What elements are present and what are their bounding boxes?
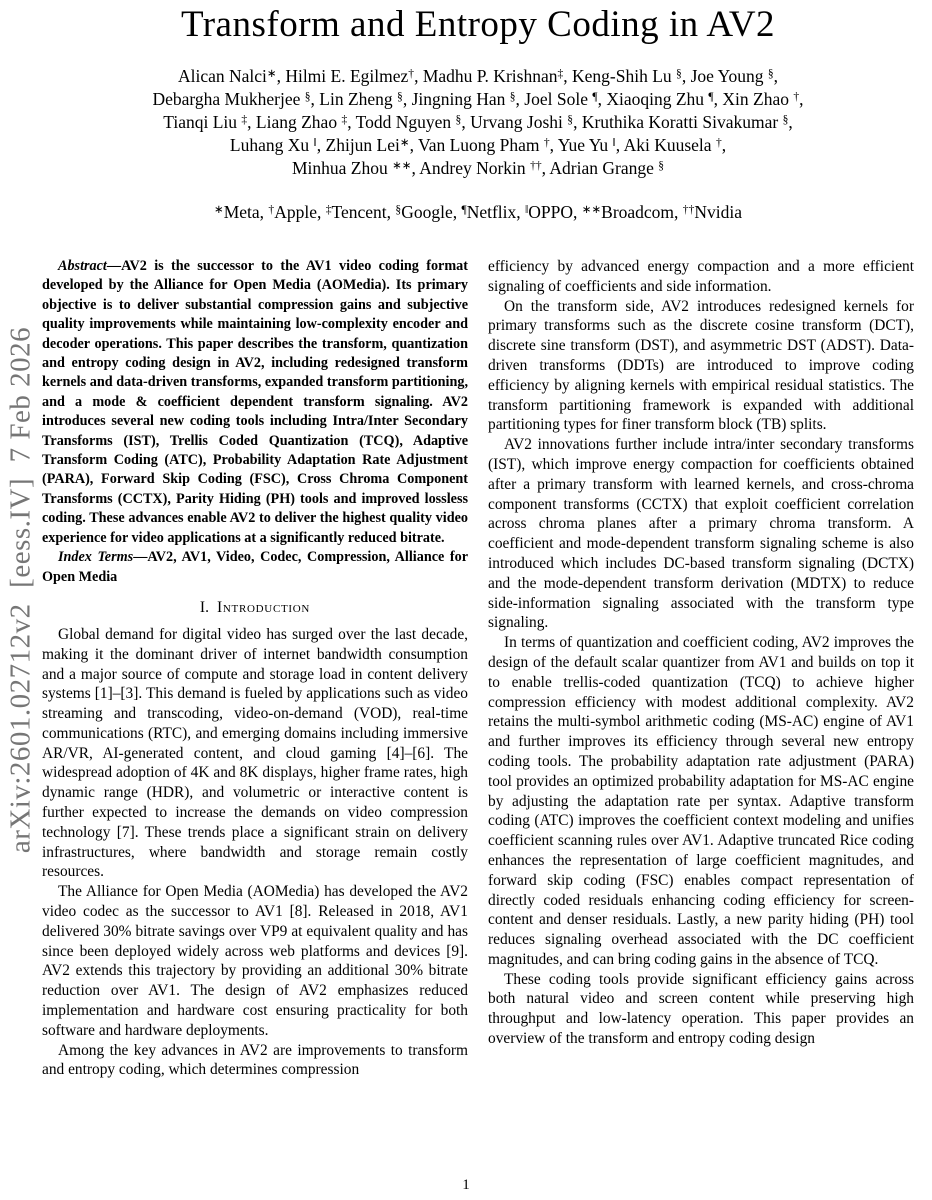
intro-paragraph-3: Among the key advances in AV2 are improvements to transform and entropy coding, which determines compression bbox=[42, 1041, 468, 1079]
author-line-2: Debargha Mukherjee §, Lin Zheng §, Jingning Han §, Joel Sole ¶, Xiaoqing Zhu ¶, Xin Zhao †, bbox=[152, 89, 804, 109]
paper-header bbox=[42, 0, 914, 223]
arxiv-watermark: arXiv:2601.02712v2 [eess.IV] 7 Feb 2026 bbox=[4, 326, 37, 854]
intro-paragraph-2: The Alliance for Open Media (AOMedia) has developed the AV2 video codec as the successor to AV1 [8]. Released in 2018, AV1 delivered 30% bitrate savings over VP9 at equivalent quality and has since been deployed widely across web platforms and devices [9]. AV2 extends this trajectory by providing an additional 30% bitrate reduction over AV1. The design of AV2 emphasizes reduced implementation and hardware cost ensuring practicality for both software and hardware deployments. bbox=[42, 883, 468, 1039]
right-column bbox=[488, 257, 914, 1080]
intro-paragraph-7: These coding tools provide significant efficiency gains across both natural video and screen content while preserving high throughput and low-latency operation. This paper provides an overview of the transform and entropy coding design bbox=[488, 970, 914, 1048]
section-heading-introduction bbox=[42, 599, 468, 617]
intro-paragraph-1: Global demand for digital video has surged over the last decade, making it the dominant driver of internet bandwidth consumption and a major source of compute and storage load in content delivery systems [1]–[3]. This demand is fueled by applications such as video streaming and transcoding, video-on-demand (VOD), real-time communications (RTC), and emerging domains including immersive AR/VR, AI-generated content, and cloud gaming [4]–[6]. The widespread adoption of 4K and 8K displays, higher frame rates, high dynamic range (HDR), and volumetric or interactive content is further expected to increase the demands on video compression technology [7]. These trends place a significant strain on delivery infrastructures, where bandwidth and storage remain costly resources. bbox=[42, 625, 468, 881]
intro-paragraph-5: AV2 innovations further include intra/inter secondary transforms (IST), which improve energy compaction for coefficients obtained after a primary transform with learned kernels, and cross-chroma component transforms (CCTX) that exploit coefficient correlation across chroma planes after a primary chroma transform. A coefficient and mode-dependent transform signaling scheme is also introduced which includes DC-based transform signaling (DCTX) and the mode-dependent transform derivation (MDTX) to reduce side-information signaling associated with the transform type signaling. bbox=[488, 436, 914, 632]
index-terms-text: —AV2, AV1, Video, Codec, Compression, Alliance for Open Media bbox=[42, 549, 468, 585]
two-column-body bbox=[42, 257, 914, 1080]
abstract-label: Abstract bbox=[58, 258, 107, 274]
author-line-4: Luhang Xu ‖, Zhijun Lei∗, Van Luong Pham †, Yue Yu ‖, Aki Kuusela †, bbox=[229, 135, 727, 155]
page-number: 1 bbox=[462, 1177, 470, 1193]
author-line-3: Tianqi Liu ‡, Liang Zhao ‡, Todd Nguyen §, Urvang Joshi §, Kruthika Koratti Sivakumar §, bbox=[163, 112, 793, 132]
index-terms-paragraph bbox=[42, 548, 468, 587]
section-title: Introduction bbox=[217, 598, 311, 616]
left-column bbox=[42, 257, 468, 1080]
intro-paragraph-3-continued: efficiency by advanced energy compaction and a more efficient signaling of coefficients and side information. bbox=[488, 258, 914, 295]
author-block bbox=[42, 65, 914, 180]
index-terms-label: Index Terms bbox=[58, 549, 134, 566]
abstract-paragraph bbox=[42, 257, 468, 548]
abstract-text: —AV2 is the successor to the AV1 video coding format developed by the Alliance for Open Media (AOMedia). Its primary objective is to deliver substantial compression gains and subjective quality improvements while maintaining low-complexity encoder and decoder operations. This paper describes the transform, quantization and entropy coding design in AV2, including redesigned transform kernels and data-driven transforms, expanded transform partitioning, and a mode & coefficient dependent transform signaling. AV2 introduces several new coding tools including Intra/Inter Secondary Transforms (IST), Trellis Coded Quantization (TCQ), Adaptive Transform Coding (ATC), Probability Adaptation Rate Adjustment (PARA), Forward Skip Coding (FSC), Cross Chroma Component Transforms (CCTX), Parity Hiding (PH) tools and improved lossless coding. These advances enable AV2 to deliver the highest quality video experience for video applications at a significantly reduced bitrate. bbox=[42, 258, 468, 546]
intro-paragraph-4: On the transform side, AV2 introduces redesigned kernels for primary transforms such as the discrete cosine transform (DCT), discrete sine transform (DST), and asymmetric DST (ADST). Data-driven transforms (DDTs) are introduced to improve coding efficiency by aligning kernels with empirical residual statistics. The transform partitioning framework is expanded with additional partitioning types for finer transform block (TB) splits. bbox=[488, 297, 914, 434]
intro-paragraph-6: In terms of quantization and coefficient coding, AV2 improves the design of the default scalar quantizer from AV1 and builds on top it to enable trellis-coded quantization (TCQ) to achieve higher compression efficiency with modest additional complexity. AV2 retains the multi-symbol arithmetic coding (MS-AC) engine of AV1 and further improves its efficiency through several new entropy coding tools. The probability adaptation rate adjustment (PARA) tool provides an optimized probability adaptation for MS-AC engine by adjusting the adaptation rate per syntax. Adaptive transform coding (ATC) improves the coefficient context modeling and unifies coefficient scanning rules over AV1. Adaptive truncated Rice coding enhances the representation of large coefficient magnitudes, and forward skip coding (FSC) enables compact representation of directly coded residuals enhancing coding efficiency for screen-content and denser residuals. Lastly, a new parity hiding (PH) tool reduces signaling overhead associated with the DC coefficient magnitudes, and can bring coding gains in the absence of TCQ. bbox=[488, 634, 914, 968]
author-line-1: Alican Nalci∗, Hilmi E. Egilmez†, Madhu P. Krishnan‡, Keng-Shih Lu §, Joe Young §, bbox=[177, 66, 779, 86]
affiliations-line: ∗Meta, †Apple, ‡Tencent, §Google, ¶Netflix, ‖OPPO, ∗∗Broadcom, ††Nvidia bbox=[214, 202, 742, 222]
author-line-5: Minhua Zhou ∗∗, Andrey Norkin ††, Adrian Grange § bbox=[291, 158, 665, 178]
paper-title: Transform and Entropy Coding in AV2 bbox=[180, 4, 776, 45]
section-number: I. bbox=[199, 598, 210, 616]
